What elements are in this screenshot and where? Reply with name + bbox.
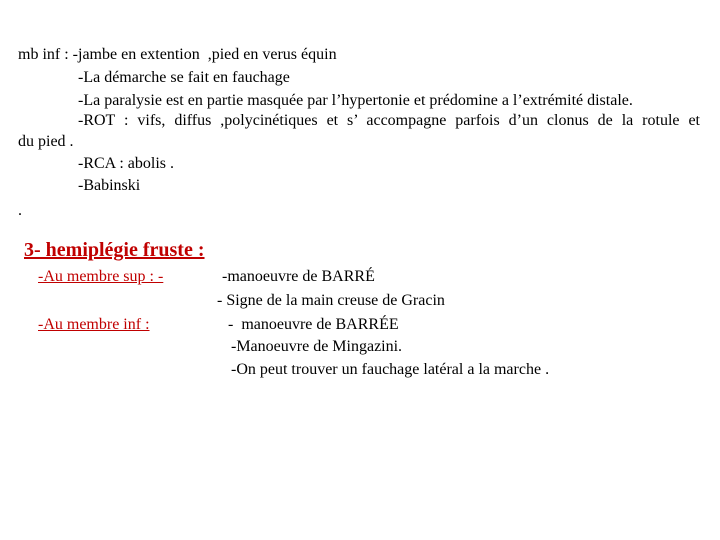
intro-line-2: -La démarche se fait en fauchage <box>78 69 290 86</box>
sup-label: -Au membre sup : - <box>38 268 164 285</box>
section-heading: 3- hemiplégie fruste : <box>24 239 205 261</box>
inf-label: -Au membre inf : <box>38 316 150 333</box>
intro-line-4: -ROT : vifs, diffus ,polycinétiques et s’ accompagne parfois d’un clonus de la rotule et <box>78 112 700 129</box>
inf-item-1: - manoeuvre de BARRÉE <box>228 316 399 333</box>
intro-line-5: du pied . <box>18 133 74 150</box>
inf-item-2: -Manoeuvre de Mingazini. <box>231 338 403 355</box>
intro-line-7: -Babinski <box>78 177 141 194</box>
inf-item-3: -On peut trouver un fauchage latéral a la marche . <box>231 361 550 378</box>
intro-line-8: . <box>18 202 22 219</box>
sup-item-2: - Signe de la main creuse de Gracin <box>217 292 445 309</box>
intro-line-6: -RCA : abolis . <box>78 155 175 172</box>
sup-item-1: -manoeuvre de BARRÉ <box>222 268 375 285</box>
intro-line-1: mb inf : -jambe en extention ,pied en verus équin <box>18 46 337 63</box>
intro-line-3: -La paralysie est en partie masquée par l’hypertonie et prédomine a l’extrémité distale. <box>78 92 633 109</box>
